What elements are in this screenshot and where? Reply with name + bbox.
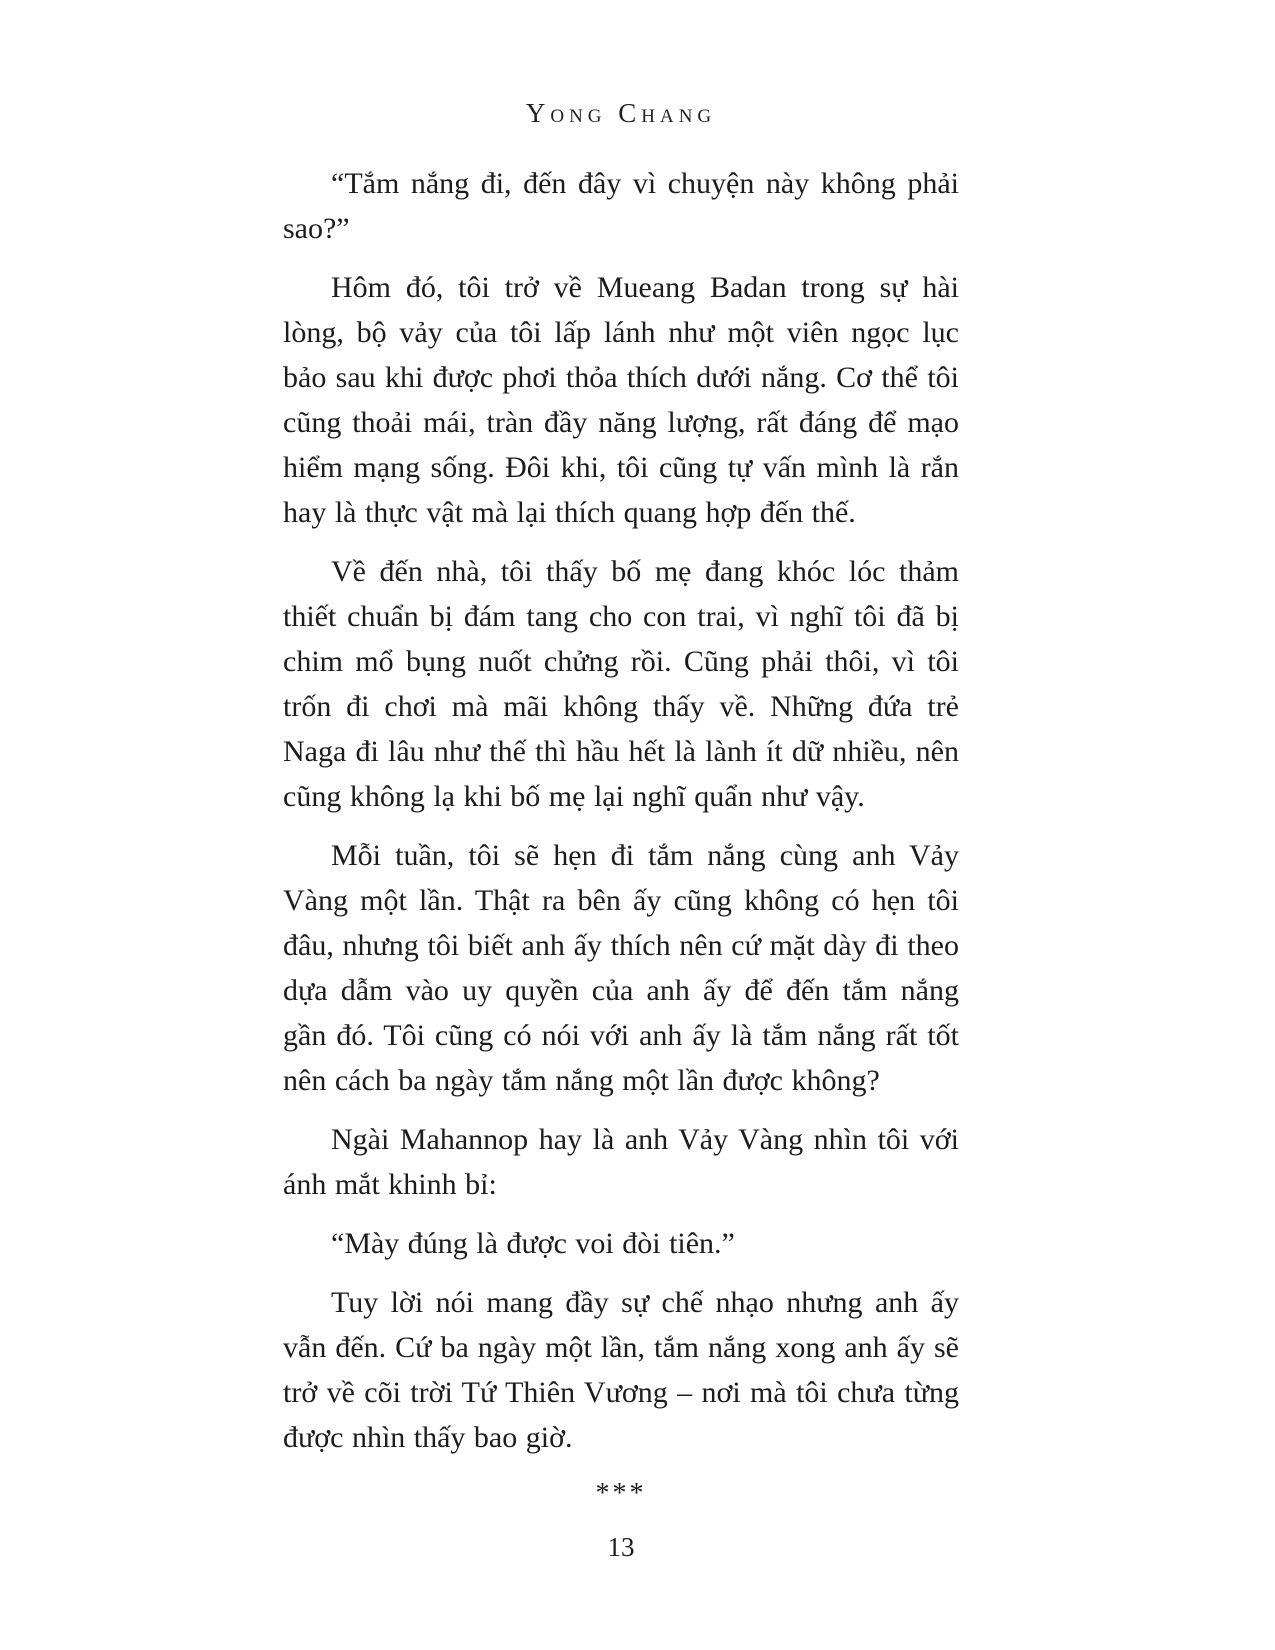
text-block	[283, 98, 959, 1563]
section-break-asterisks: ***	[595, 1478, 647, 1509]
paragraph-dialogue-1: “Tắm nắng đi, đến đây vì chuyện này không phải sao?”	[283, 167, 959, 245]
paragraph-body-3: Mỗi tuần, tôi sẽ hẹn đi tắm nắng cùng anh Vảy Vàng một lần. Thật ra bên ấy cũng không có hẹn tôi đâu, nhưng tôi biết anh ấy thích nên cứ mặt dày đi theo dựa dẫm vào uy quyền của anh ấy để đến tắm nắng gần đó. Tôi cũng có nói với anh ấy là tắm nắng rất tốt nên cách ba ngày tắm nắng một lần được không?	[283, 839, 959, 1097]
paragraph-body-5: Tuy lời nói mang đầy sự chế nhạo nhưng anh ấy vẫn đến. Cứ ba ngày một lần, tắm nắng xong anh ấy sẽ trở về cõi trời Tứ Thiên Vương – nơi mà tôi chưa từng được nhìn thấy bao giờ.	[283, 1286, 959, 1454]
paragraph-body-4: Ngài Mahannop hay là anh Vảy Vàng nhìn tôi với ánh mắt khinh bỉ:	[283, 1123, 959, 1201]
paragraph-body-2: Về đến nhà, tôi thấy bố mẹ đang khóc lóc thảm thiết chuẩn bị đám tang cho con trai, vì nghĩ tôi đã bị chim mổ bụng nuốt chửng rồi. Cũng phải thôi, vì tôi trốn đi chơi mà mãi không thấy về. Những đứa trẻ Naga đi lâu như thế thì hầu hết là lành ít dữ nhiều, nên cũng không lạ khi bố mẹ lại nghĩ quẩn như vậy.	[283, 555, 959, 813]
page-number: 13	[607, 1532, 635, 1562]
paragraph-dialogue-2: “Mày đúng là được voi đòi tiên.”	[331, 1227, 735, 1260]
running-header-author: Yong Chang	[525, 98, 717, 128]
paragraph-body-1: Hôm đó, tôi trở về Mueang Badan trong sự hài lòng, bộ vảy của tôi lấp lánh như một viên ngọc lục bảo sau khi được phơi thỏa thích dưới nắng. Cơ thể tôi cũng thoải mái, tràn đầy năng lượng, rất đáng để mạo hiểm mạng sống. Đôi khi, tôi cũng tự vấn mình là rắn hay là thực vật mà lại thích quang hợp đến thế.	[283, 271, 959, 529]
